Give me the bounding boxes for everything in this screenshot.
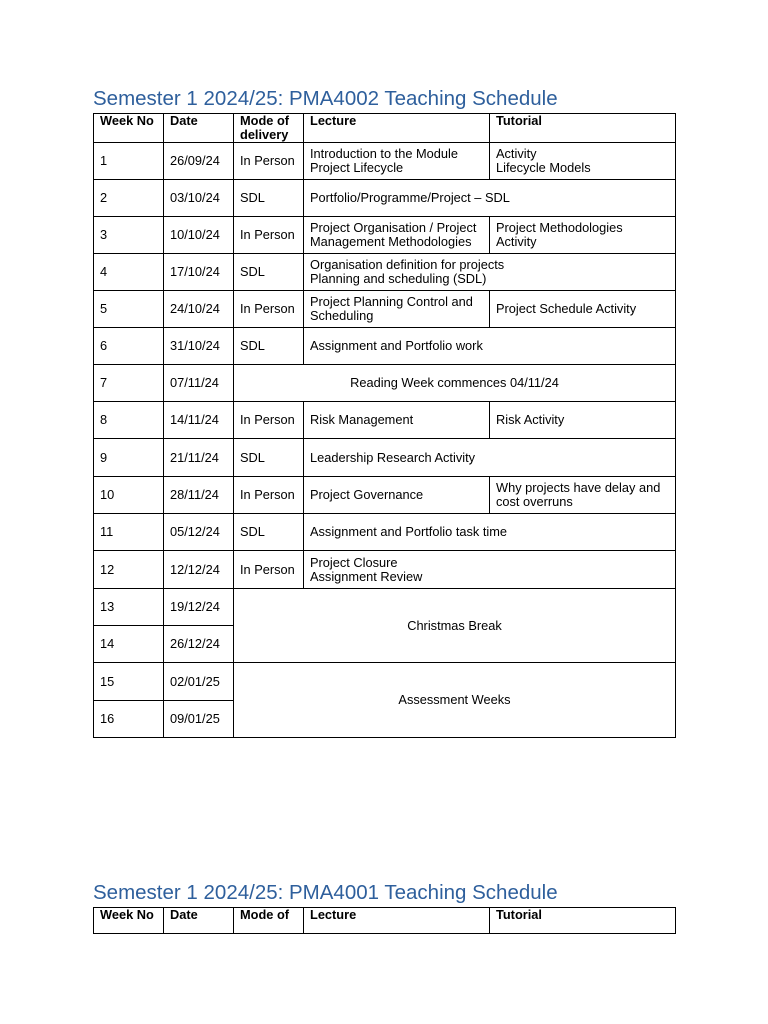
table-row bbox=[94, 365, 676, 402]
week-cell: 10 bbox=[94, 477, 164, 514]
date-cell: 21/11/24 bbox=[164, 439, 234, 477]
tutorial-cell bbox=[490, 217, 676, 254]
mode-cell: SDL bbox=[234, 254, 304, 291]
table-row bbox=[94, 551, 676, 589]
mode-cell: In Person bbox=[234, 217, 304, 254]
merged-session-cell bbox=[304, 551, 676, 589]
session-line: Organisation definition for projects bbox=[310, 257, 505, 272]
session-line: Planning and scheduling (SDL) bbox=[310, 271, 487, 286]
week-cell: 7 bbox=[94, 365, 164, 402]
tutorial-cell: Risk Activity bbox=[490, 402, 676, 439]
week-cell: 9 bbox=[94, 439, 164, 477]
merged-session-cell: Assignment and Portfolio work bbox=[304, 328, 676, 365]
christmas-break-cell: Christmas Break bbox=[234, 589, 676, 663]
week-cell: 5 bbox=[94, 291, 164, 328]
table-row bbox=[94, 589, 676, 626]
date-cell: 26/09/24 bbox=[164, 143, 234, 180]
table-row bbox=[94, 143, 676, 180]
date-cell: 09/01/25 bbox=[164, 701, 234, 738]
date-cell: 14/11/24 bbox=[164, 402, 234, 439]
date-cell: 24/10/24 bbox=[164, 291, 234, 328]
table-row bbox=[94, 180, 676, 217]
week-cell: 13 bbox=[94, 589, 164, 626]
table-row bbox=[94, 477, 676, 514]
mode-cell: In Person bbox=[234, 402, 304, 439]
session-line: Project Closure bbox=[310, 554, 398, 570]
header-lecture: Lecture bbox=[304, 114, 490, 143]
mode-cell: In Person bbox=[234, 143, 304, 180]
lecture-line: Scheduling bbox=[310, 308, 374, 323]
date-cell: 31/10/24 bbox=[164, 328, 234, 365]
date-cell: 12/12/24 bbox=[164, 551, 234, 589]
mode-cell: SDL bbox=[234, 328, 304, 365]
date-cell: 02/01/25 bbox=[164, 663, 234, 701]
second-schedule-table bbox=[93, 907, 676, 934]
lecture-line: Project Organisation / Project bbox=[310, 220, 477, 235]
week-cell: 12 bbox=[94, 551, 164, 589]
reading-week-cell: Reading Week commences 04/11/24 bbox=[234, 365, 676, 402]
table-header-row bbox=[94, 908, 676, 934]
lecture-cell bbox=[304, 143, 490, 180]
week-cell: 15 bbox=[94, 663, 164, 701]
table-row bbox=[94, 291, 676, 328]
date-cell: 28/11/24 bbox=[164, 477, 234, 514]
tutorial-cell bbox=[490, 477, 676, 514]
tutorial-cell: Project Schedule Activity bbox=[490, 291, 676, 328]
lecture-cell bbox=[304, 291, 490, 328]
header-date: Date bbox=[164, 908, 234, 934]
merged-session-cell: Assignment and Portfolio task time bbox=[304, 514, 676, 551]
mode-cell: In Person bbox=[234, 477, 304, 514]
date-cell: 07/11/24 bbox=[164, 365, 234, 402]
week-cell: 6 bbox=[94, 328, 164, 365]
week-cell: 11 bbox=[94, 514, 164, 551]
week-cell: 2 bbox=[94, 180, 164, 217]
tutorial-line: cost overruns bbox=[496, 494, 573, 509]
lecture-line: Project Lifecycle bbox=[310, 160, 404, 175]
header-mode bbox=[234, 114, 304, 143]
week-cell: 1 bbox=[94, 143, 164, 180]
tutorial-line: Activity bbox=[496, 146, 537, 161]
mode-cell: In Person bbox=[234, 291, 304, 328]
date-cell: 17/10/24 bbox=[164, 254, 234, 291]
header-week: Week No bbox=[94, 114, 164, 143]
page-title: Semester 1 2024/25: PMA4002 Teaching Schedule bbox=[93, 87, 558, 110]
session-line: Assignment Review bbox=[310, 568, 423, 584]
mode-cell: SDL bbox=[234, 180, 304, 217]
header-mode-line1: Mode of bbox=[240, 113, 290, 128]
header-tutorial: Tutorial bbox=[490, 908, 676, 934]
header-week: Week No bbox=[94, 908, 164, 934]
assessment-weeks-cell: Assessment Weeks bbox=[234, 663, 676, 738]
tutorial-line: Lifecycle Models bbox=[496, 160, 591, 175]
header-tutorial: Tutorial bbox=[490, 114, 676, 143]
merged-session-cell: Leadership Research Activity bbox=[304, 439, 676, 477]
table-row bbox=[94, 217, 676, 254]
tutorial-line: Project Methodologies bbox=[496, 220, 623, 235]
tutorial-cell bbox=[490, 143, 676, 180]
table-row bbox=[94, 663, 676, 701]
table-row bbox=[94, 254, 676, 291]
header-mode: Mode of bbox=[234, 908, 304, 934]
date-cell: 19/12/24 bbox=[164, 589, 234, 626]
mode-cell: In Person bbox=[234, 551, 304, 589]
table-row bbox=[94, 439, 676, 477]
tutorial-line: Activity bbox=[496, 234, 537, 249]
mode-cell: SDL bbox=[234, 439, 304, 477]
lecture-line: Project Planning Control and bbox=[310, 294, 473, 309]
week-cell: 4 bbox=[94, 254, 164, 291]
lecture-line: Management Methodologies bbox=[310, 234, 472, 249]
table-row bbox=[94, 328, 676, 365]
lecture-cell bbox=[304, 217, 490, 254]
lecture-cell: Risk Management bbox=[304, 402, 490, 439]
week-cell: 3 bbox=[94, 217, 164, 254]
merged-session-cell: Portfolio/Programme/Project – SDL bbox=[304, 180, 676, 217]
table-row bbox=[94, 402, 676, 439]
header-mode-line2: delivery bbox=[240, 127, 289, 142]
lecture-line: Introduction to the Module bbox=[310, 146, 458, 161]
week-cell: 14 bbox=[94, 626, 164, 663]
table-row bbox=[94, 514, 676, 551]
lecture-cell: Project Governance bbox=[304, 477, 490, 514]
header-lecture: Lecture bbox=[304, 908, 490, 934]
header-date: Date bbox=[164, 114, 234, 143]
merged-session-cell bbox=[304, 254, 676, 291]
week-cell: 16 bbox=[94, 701, 164, 738]
date-cell: 05/12/24 bbox=[164, 514, 234, 551]
week-cell: 8 bbox=[94, 402, 164, 439]
teaching-schedule-table bbox=[93, 113, 676, 738]
date-cell: 03/10/24 bbox=[164, 180, 234, 217]
date-cell: 10/10/24 bbox=[164, 217, 234, 254]
second-schedule-title: Semester 1 2024/25: PMA4001 Teaching Schedule bbox=[93, 881, 558, 904]
mode-cell: SDL bbox=[234, 514, 304, 551]
table-header-row bbox=[94, 114, 676, 143]
tutorial-line: Why projects have delay and bbox=[496, 480, 661, 495]
date-cell: 26/12/24 bbox=[164, 626, 234, 663]
